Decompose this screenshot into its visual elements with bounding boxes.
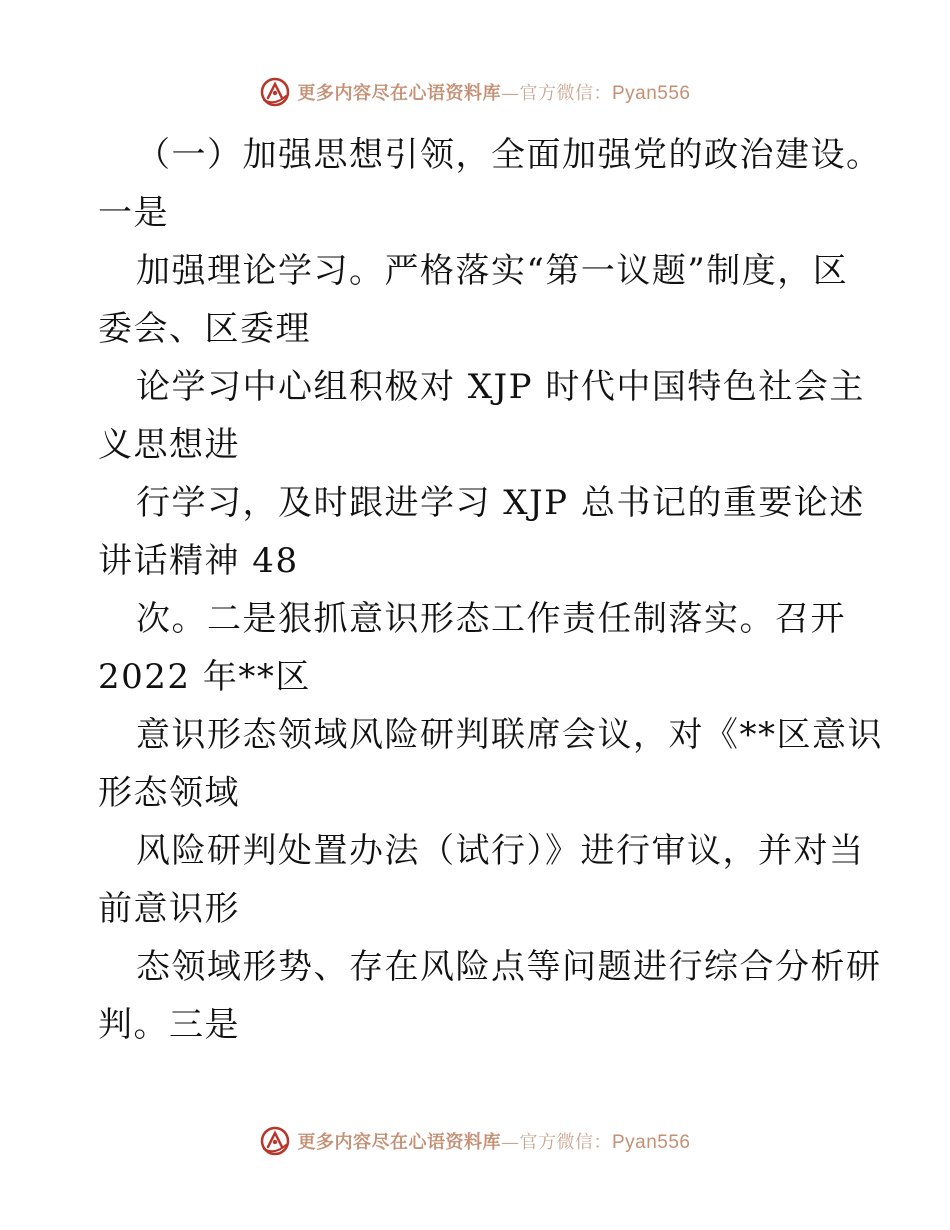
- footer-banner: [0, 1121, 950, 1161]
- brand-logo-icon: [259, 1125, 291, 1157]
- brand-logo-icon: [259, 76, 291, 108]
- text-line: （一）加强思想引领，全面加强党的政治建设。: [136, 135, 882, 175]
- text-line: 2022 年**区: [98, 657, 311, 697]
- text-line: 一是: [98, 193, 169, 233]
- text-line: 行学习，及时跟进学习 XJP 总书记的重要论述: [136, 483, 865, 523]
- text-line: 判。三是: [98, 1005, 240, 1045]
- text-line: 风险研判处置办法（试行）》进行审议，并对当: [136, 831, 865, 871]
- text-line: 委会、区委理: [98, 309, 311, 349]
- header-banner-text: 更多内容尽在心语资料库—官方微信：Pyan556: [297, 83, 691, 104]
- footer-banner-text: 更多内容尽在心语资料库—官方微信：Pyan556: [297, 1132, 691, 1153]
- text-line: 义思想进: [98, 425, 240, 465]
- text-line: 前意识形: [98, 889, 240, 929]
- text-line: 意识形态领域风险研判联席会议，对《**区意识: [136, 715, 883, 755]
- document-body: [98, 126, 883, 1054]
- text-line: 论学习中心组积极对 XJP 时代中国特色社会主: [136, 367, 865, 407]
- header-banner: [0, 72, 950, 112]
- text-line: 讲话精神 48: [98, 541, 299, 581]
- text-line: 形态领域: [98, 773, 240, 813]
- text-line: 态领域形势、存在风险点等问题进行综合分析研: [136, 947, 882, 987]
- text-line: 加强理论学习。严格落实“第一议题”制度，区: [136, 251, 849, 291]
- text-line: 次。二是狠抓意识形态工作责任制落实。召开: [136, 599, 846, 639]
